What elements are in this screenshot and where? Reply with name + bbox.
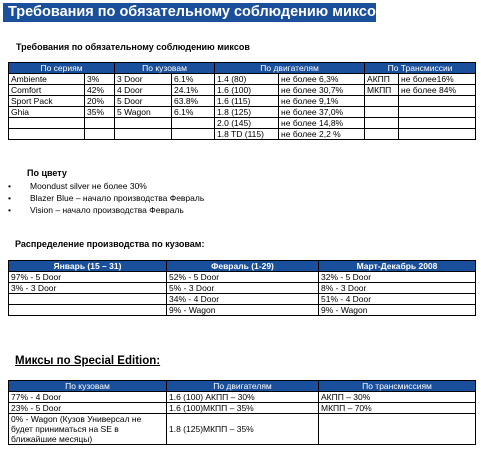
color-list <box>8 180 204 216</box>
table-cell <box>319 414 476 445</box>
table-cell: 63.8% <box>172 96 215 107</box>
table-cell: 1.6 (100)МКПП – 35% <box>167 403 319 414</box>
table-cell <box>9 118 85 129</box>
table-cell <box>399 129 476 140</box>
table-cell: МКПП <box>365 85 399 96</box>
table-cell <box>399 107 476 118</box>
table-cell: 6.1% <box>172 74 215 85</box>
table-cell: 1.6 (100) <box>215 85 279 96</box>
table-cell: Comfort <box>9 85 85 96</box>
table-cell: 34% - 4 Door <box>167 294 319 305</box>
table-cell: 6.1% <box>172 107 215 118</box>
table-cell: 3% <box>85 74 115 85</box>
table-cell: Ambiente <box>9 74 85 85</box>
table-cell: не более 9,1% <box>279 96 365 107</box>
table-cell: 3% - 3 Door <box>9 283 167 294</box>
bullet-icon: • <box>8 181 11 191</box>
table-cell <box>9 129 85 140</box>
table-cell: 1.6 (100) АКПП – 30% <box>167 392 319 403</box>
table-cell: 9% - Wagon <box>167 305 319 316</box>
table-row <box>9 272 476 283</box>
header-se-body: По кузовам <box>9 381 167 392</box>
table-cell: 35% <box>85 107 115 118</box>
list-item: • Blazer Blue – начало производства Февраль <box>8 193 205 203</box>
bullet-icon: • <box>8 205 11 215</box>
table-cell: АКПП – 30% <box>319 392 476 403</box>
table-cell <box>85 129 115 140</box>
table-cell: 20% <box>85 96 115 107</box>
table-row <box>9 96 476 107</box>
table-cell: АКПП <box>365 74 399 85</box>
table-cell: 97% - 5 Door <box>9 272 167 283</box>
table-cell: 1.8 (125) <box>215 107 279 118</box>
table-cell: 51% - 4 Door <box>319 294 476 305</box>
table-row <box>9 118 476 129</box>
table-cell <box>115 129 172 140</box>
table-cell: не более 37,0% <box>279 107 365 118</box>
section1-title: Требования по обязательному соблюдению миксов <box>16 42 250 52</box>
bullet-icon: • <box>8 193 11 203</box>
list-item: • Vision – начало производства Февраль <box>8 205 184 215</box>
table-cell <box>9 305 167 316</box>
table-cell: МКПП – 70% <box>319 403 476 414</box>
header-january: Январь (15 – 31) <box>9 261 167 272</box>
table-cell <box>399 118 476 129</box>
table-cell: 77% - 4 Door <box>9 392 167 403</box>
special-edition-table <box>8 380 476 445</box>
table-cell: 5 Wagon <box>115 107 172 118</box>
table-cell: 23% - 5 Door <box>9 403 167 414</box>
table-row <box>9 392 476 403</box>
table-cell: Ghia <box>9 107 85 118</box>
table-row <box>9 414 476 445</box>
table-cell <box>115 118 172 129</box>
list-item: • Moondust silver не более 30% <box>8 181 147 191</box>
table-row <box>9 85 476 96</box>
header-se-transmission: По трансмиссиям <box>319 381 476 392</box>
table-cell <box>172 129 215 140</box>
table-cell: 1.8 TD (115) <box>215 129 279 140</box>
table-cell: 2.0 (145) <box>215 118 279 129</box>
table-row <box>9 305 476 316</box>
table-cell <box>85 118 115 129</box>
table-cell <box>365 129 399 140</box>
table-cell: не более 2,2 % <box>279 129 365 140</box>
table-cell: 52% - 5 Door <box>167 272 319 283</box>
table-cell: 1.8 (125)МКПП – 35% <box>167 414 319 445</box>
table-cell <box>9 294 167 305</box>
header-february: Февраль (1-29) <box>167 261 319 272</box>
table-cell: не более 84% <box>399 85 476 96</box>
table-cell: не более 14,8% <box>279 118 365 129</box>
table-cell <box>365 118 399 129</box>
table-cell <box>172 118 215 129</box>
table-row <box>9 129 476 140</box>
mix-requirements-table <box>8 62 476 140</box>
table-cell: 9% - Wagon <box>319 305 476 316</box>
header-by-series: По сериям <box>9 63 115 74</box>
table-cell: Sport Pack <box>9 96 85 107</box>
special-edition-title: Миксы по Special Edition: <box>15 355 161 367</box>
table-cell: не более 30,7% <box>279 85 365 96</box>
table-cell <box>365 96 399 107</box>
table-cell: 5% - 3 Door <box>167 283 319 294</box>
table-cell: 1.6 (115) <box>215 96 279 107</box>
color-section-title: По цвету <box>27 168 67 178</box>
table-cell: 42% <box>85 85 115 96</box>
page-banner-title: Требования по обязательному соблюдению миксов <box>3 3 376 22</box>
header-by-engine: По двигателям <box>215 63 365 74</box>
header-se-engine: По двигателям <box>167 381 319 392</box>
table-cell <box>365 107 399 118</box>
distribution-table <box>8 260 476 316</box>
distribution-title: Распределение производства по кузовам: <box>15 239 205 249</box>
header-march-december: Март-Декабрь 2008 <box>319 261 476 272</box>
header-by-body: По кузовам <box>115 63 215 74</box>
table-cell: 3 Door <box>115 74 172 85</box>
header-by-transmission: По Трансмиссии <box>365 63 476 74</box>
table-row <box>9 107 476 118</box>
table-cell: 32% - 5 Door <box>319 272 476 283</box>
table-cell: 5 Door <box>115 96 172 107</box>
table-cell: 0% - Wagon (Кузов Универсал не будет приниматься на SE в ближайшие месяцы) <box>9 414 167 445</box>
table-row <box>9 294 476 305</box>
table-row <box>9 283 476 294</box>
table-row <box>9 74 476 85</box>
table-cell: 24.1% <box>172 85 215 96</box>
table-cell <box>399 96 476 107</box>
table-cell: 4 Door <box>115 85 172 96</box>
table-cell: 1.4 (80) <box>215 74 279 85</box>
table-row <box>9 403 476 414</box>
table-cell: не более16% <box>399 74 476 85</box>
table-cell: 8% - 3 Door <box>319 283 476 294</box>
table-cell: не более 6,3% <box>279 74 365 85</box>
